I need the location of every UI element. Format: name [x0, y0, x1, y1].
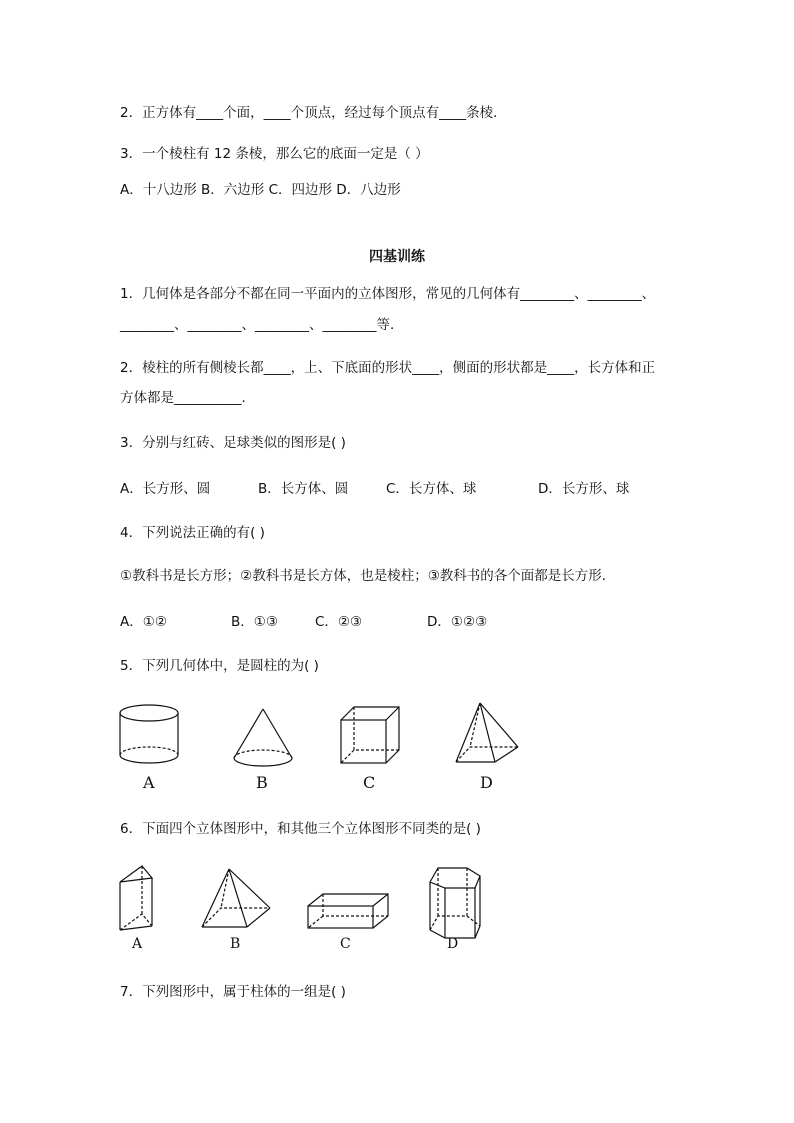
fig5-label-b: B	[256, 773, 268, 792]
pyramid-shape	[456, 703, 518, 762]
q5-text: 5．下列几何体中，是圆柱的为( )	[120, 658, 319, 674]
q4-option-c: C．②③	[315, 614, 363, 630]
q2-prism-text: 2．棱柱的所有侧棱长都____，上、下底面的形状____，侧面的形状都是____，长方体和正	[120, 360, 656, 376]
q3-brick-ball: 3．分别与红砖、足球类似的图形是( )	[120, 435, 346, 451]
cone-shape	[234, 709, 292, 766]
pyramid-shape-b	[202, 869, 270, 927]
q7-text: 7．下列图形中，属于柱体的一组是( )	[120, 984, 346, 1000]
q3-options: A．十八边形 B．六边形 C．四边形 D．八边形	[120, 182, 401, 198]
cube-shape	[341, 707, 399, 763]
q2-prism-text-cont: 方体都是__________．	[120, 390, 255, 406]
q3-option-a: A．长方形、圆	[120, 481, 211, 497]
q5-figure	[110, 695, 540, 795]
q4-option-a: A．①②	[120, 614, 167, 630]
q3-prism-edges: 3．一个棱柱有 12 条棱，那么它的底面一定是（ ）	[120, 146, 429, 162]
fig6-label-a: A	[132, 936, 143, 952]
fig6-label-c: C	[340, 936, 351, 952]
cylinder-shape	[120, 705, 178, 763]
q6-figure	[110, 860, 510, 955]
q1-geometry-text: 1．几何体是各部分不都在同一平面内的立体图形，常见的几何体有________、________、	[120, 286, 656, 302]
fig5-label-d: D	[480, 773, 493, 792]
section-title: 四基训练	[369, 249, 425, 265]
q2-cube-faces: 2．正方体有____个面，____个顶点，经过每个顶点有____条棱．	[120, 105, 507, 121]
q3-option-c: C．长方体、球	[386, 481, 477, 497]
fig6-label-b: B	[230, 936, 241, 952]
q4-option-b: B．①③	[231, 614, 278, 630]
fig5-label-a: A	[143, 773, 155, 792]
triangular-prism-shape	[120, 866, 152, 930]
cuboid-shape	[308, 894, 388, 928]
q3-option-d: D．长方形、球	[538, 481, 630, 497]
fig5-label-c: C	[363, 773, 376, 792]
hexagonal-prism-shape	[430, 868, 480, 938]
q4-option-d: D．①②③	[427, 614, 488, 630]
q3-option-b: B．长方体、圆	[258, 481, 349, 497]
q1-geometry-text-cont: ________、________、________、________等．	[120, 317, 404, 333]
q6-text: 6．下面四个立体图形中，和其他三个立体图形不同类的是( )	[120, 821, 481, 837]
q4-statements: ①教科书是长方形；②教科书是长方体，也是棱柱；③教科书的各个面都是长方形．	[120, 568, 616, 584]
q4-text: 4．下列说法正确的有( )	[120, 525, 265, 541]
fig6-label-d: D	[447, 936, 459, 952]
